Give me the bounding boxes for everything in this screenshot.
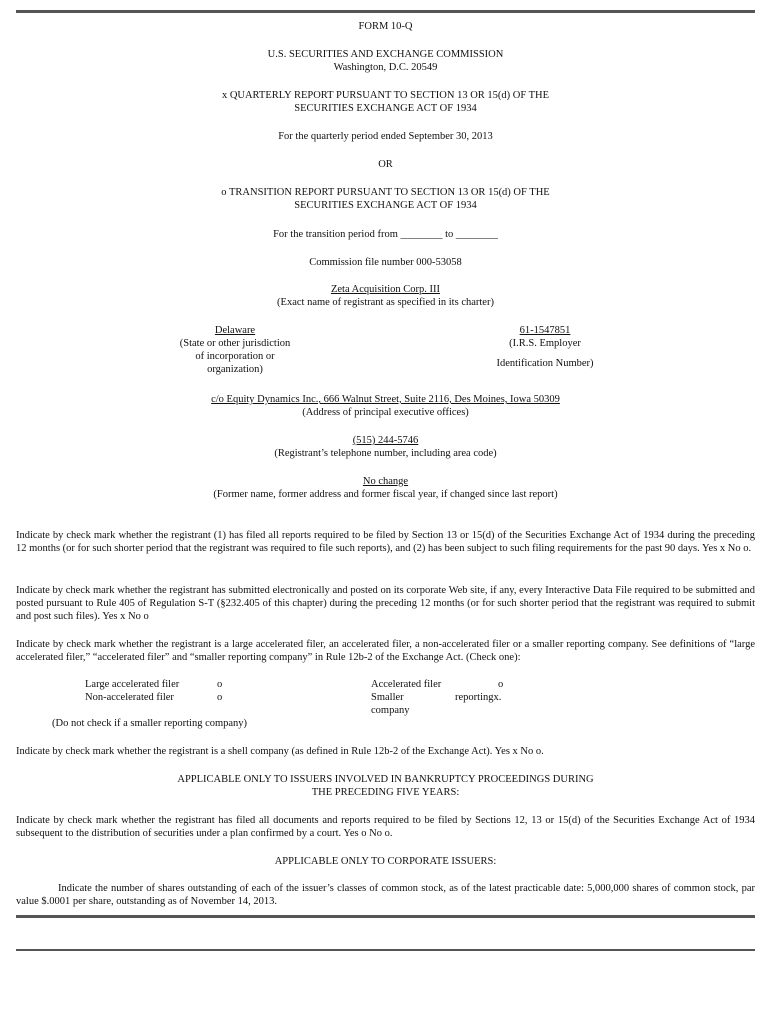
bankruptcy-heading-2: THE PRECEDING FIVE YEARS: bbox=[311, 787, 460, 798]
state-caption-1: (State or other jurisdiction bbox=[179, 338, 291, 349]
bottom-rule-1 bbox=[16, 915, 755, 918]
registrant-name-value: Zeta Acquisition Corp. III bbox=[330, 284, 441, 295]
agency-location: Washington, D.C. 20549 bbox=[333, 62, 438, 73]
large-accelerated-filer-checkbox[interactable]: o bbox=[217, 679, 223, 690]
period-ended: For the quarterly period ended September 30, 2013 bbox=[278, 131, 493, 142]
ein-caption-2: Identification Number) bbox=[496, 358, 594, 369]
bankruptcy-heading-1: APPLICABLE ONLY TO ISSUERS INVOLVED IN BANKRUPTCY PROCEEDINGS DURING bbox=[177, 774, 594, 785]
registrant-name-caption: (Exact name of registrant as specified in its charter) bbox=[277, 297, 494, 308]
state-caption-3: organization) bbox=[207, 364, 263, 375]
paragraph-reports-filed: Indicate by check mark whether the registrant (1) has filed all reports required to be filed by Section 13 or 15(d) of the Securities Exchange Act of 1934 during the preceding 12 months (or for such shorter period that the registrant was required to file such reports), and (2) has been subject to such filing requirements for the past 90 days. Yes x No o. bbox=[16, 530, 755, 554]
paragraph-bankruptcy: Indicate by check mark whether the registrant has filed all documents and reports required to be filed by Sections 12, 13 or 15(d) of the Securities Exchange Act of 1934 subsequent to the distribution of securities under a plan confirmed by a court. Yes o No o. bbox=[16, 815, 755, 839]
ein-block bbox=[450, 324, 640, 370]
large-accelerated-filer-label: Large accelerated filer bbox=[85, 679, 180, 690]
agency-name: U.S. SECURITIES AND EXCHANGE COMMISSION bbox=[267, 49, 504, 60]
form-title: FORM 10-Q bbox=[358, 21, 413, 32]
transition-report-line-1: o TRANSITION REPORT PURSUANT TO SECTION 13 OR 15(d) OF THE bbox=[221, 187, 550, 198]
former-caption: (Former name, former address and former fiscal year, if changed since last report) bbox=[213, 489, 558, 500]
phone-value: (515) 244-5746 bbox=[352, 435, 419, 446]
paragraph-interactive-data: Indicate by check mark whether the registrant has submitted electronically and posted on its corporate Web site, if any, every Interactive Data File required to be submitted and posted pursuant to Rule 405 of Regulation S-T (§232.405 of this chapter) during the preceding 12 months (or for such shorter period that the registrant was required to submit and post such files). Yes x No o bbox=[16, 585, 755, 622]
phone bbox=[16, 434, 755, 447]
paragraph-filer-status: Indicate by check mark whether the registrant is a large accelerated filer, an accelerated filer, a non-accelerated filer or a smaller reporting company. See definitions of “large accelerated filer,” “accelerated filer” and “smaller reporting company” in Rule 12b-2 of the Exchange Act. (Check one): bbox=[16, 639, 755, 663]
ein-value: 61-1547851 bbox=[519, 325, 571, 336]
paragraph-shell-company: Indicate by check mark whether the registrant is a shell company (as defined in Rule 12b-2 of the Exchange Act). Yes x No o. bbox=[16, 746, 544, 757]
paragraph-shares-outstanding: Indicate the number of shares outstanding of each of the issuer’s classes of common stock, as of the latest practicable date: 5,000,000 shares of common stock, par value $.0001 per share, outstanding as of November 14, 2013. bbox=[16, 883, 755, 907]
top-rule bbox=[16, 10, 755, 13]
commission-file-number: Commission file number 000-53058 bbox=[309, 257, 462, 268]
quarterly-report-line-1: x QUARTERLY REPORT PURSUANT TO SECTION 13 OR 15(d) OF THE bbox=[221, 90, 550, 101]
address-caption: (Address of principal executive offices) bbox=[302, 407, 469, 418]
state-caption-2: of incorporation or bbox=[195, 351, 275, 362]
accelerated-filer-checkbox[interactable]: o bbox=[498, 679, 504, 690]
state-block bbox=[150, 324, 320, 376]
smaller-reporting-label-1: Smaller bbox=[371, 692, 404, 703]
bottom-rule-2 bbox=[16, 949, 755, 951]
transition-period: For the transition period from ________ to ________ bbox=[273, 229, 498, 240]
transition-report-line-2: SECURITIES EXCHANGE ACT OF 1934 bbox=[294, 200, 477, 211]
former-value: No change bbox=[362, 476, 409, 487]
former-name bbox=[16, 475, 755, 488]
smaller-reporting-checkbox[interactable]: reportingx. bbox=[455, 692, 502, 703]
address-value: c/o Equity Dynamics Inc., 666 Walnut Street, Suite 2116, Des Moines, Iowa 50309 bbox=[211, 394, 560, 405]
non-accelerated-filer-checkbox[interactable]: o bbox=[217, 692, 223, 703]
registrant-name bbox=[16, 283, 755, 296]
state-value: Delaware bbox=[214, 325, 256, 336]
quarterly-report-line-2: SECURITIES EXCHANGE ACT OF 1934 bbox=[294, 103, 477, 114]
no-check-note: (Do not check if a smaller reporting company) bbox=[52, 718, 248, 729]
phone-caption: (Registrant’s telephone number, including area code) bbox=[274, 448, 497, 459]
corporate-heading: APPLICABLE ONLY TO CORPORATE ISSUERS: bbox=[274, 856, 497, 867]
ein-caption-1: (I.R.S. Employer bbox=[509, 338, 581, 349]
non-accelerated-filer-label: Non-accelerated filer bbox=[85, 692, 174, 703]
address bbox=[16, 393, 755, 406]
smaller-reporting-label-2: company bbox=[371, 705, 410, 716]
accelerated-filer-label: Accelerated filer bbox=[371, 679, 442, 690]
or-separator: OR bbox=[378, 159, 393, 170]
